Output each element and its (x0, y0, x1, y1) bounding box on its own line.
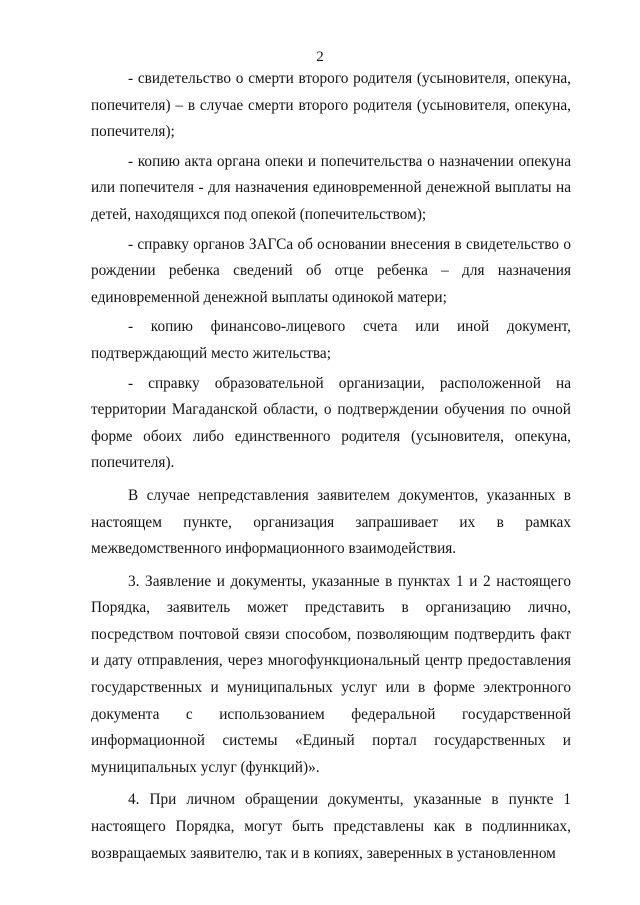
paragraph-item-3: 3. Заявление и документы, указанные в пунктах 1 и 2 настоящего Порядка, заявитель может представить в организацию лично, посредством почтовой связи способом, позволяющим подтвердить факт и дату отправления, через многофункциональный центр предоставления государственных и муниципальных услуг или в форме электронного документа с использованием федеральной государственной информационной системы «Единый портал государственных и муниципальных услуг (функций)». (91, 572, 571, 776)
paragraph-residence-document: - копию финансово-лицевого счета или иной документ, подтверждающий место жительства; (91, 318, 571, 362)
paragraph-zags-certificate: - справку органов ЗАГСа об основании внесения в свидетельство о рождении ребенка сведений об отце ребенка – для назначения единовременной денежной выплаты одинокой матери; (91, 235, 571, 306)
page-number: 2 (316, 49, 324, 65)
paragraph-interagency-request: В случае непредставления заявителем документов, указанных в настоящем пункте, организация запрашивает их в рамках межведомственного информационного взаимодействия. (91, 486, 571, 558)
paragraph-item-4: 4. При личном обращении документы, указанные в пункте 1 настоящего Порядка, могут быть представлены как в подлинниках, возвращаемых заявителю, так и в копиях, заверенных в установленном (91, 791, 571, 862)
paragraph-education-certificate: - справку образовательной организации, расположенной на территории Магаданской области, о подтверждении обучения по очной форме обоих либо единственного родителя (усыновителя, опекуна, попечителя). (91, 374, 571, 472)
paragraph-death-certificate: - свидетельство о смерти второго родителя (усыновителя, опекуна, попечителя) – в случае смерти второго родителя (усыновителя, опекуна, попечителя); (91, 70, 571, 141)
document-body (91, 66, 571, 867)
paragraph-guardianship-act: - копию акта органа опеки и попечительства о назначении опекуна или попечителя - для назначения единовременной денежной выплаты на детей, находящихся под опекой (попечительством); (91, 152, 571, 223)
